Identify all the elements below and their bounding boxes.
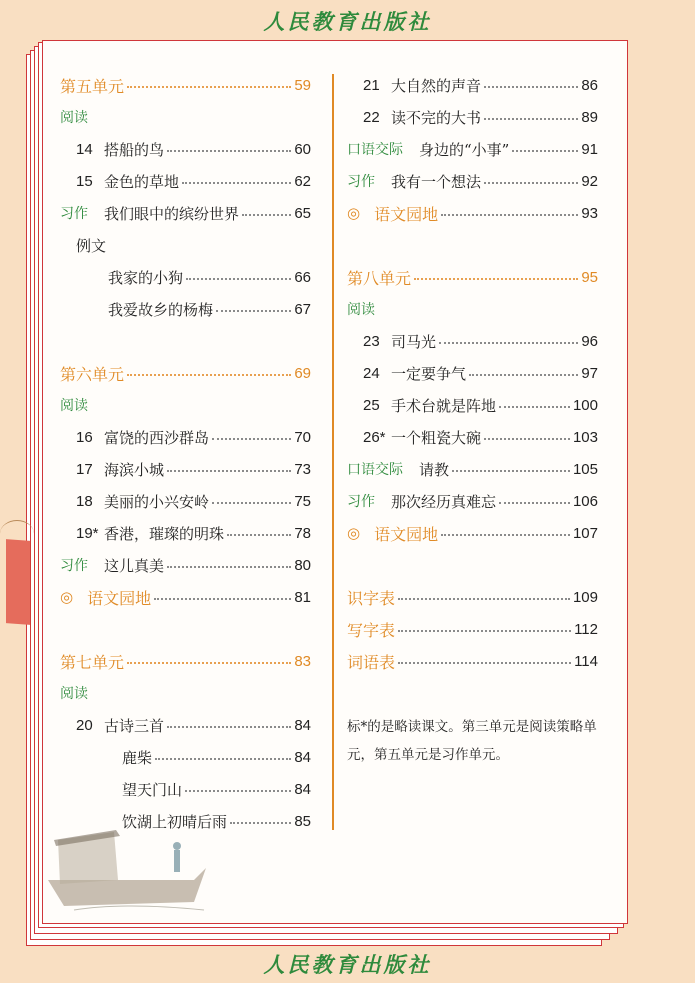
toc-entry-garden[interactable]	[347, 202, 598, 224]
toc-entry-labeled[interactable]	[347, 458, 598, 480]
section-title: 这儿真美	[104, 556, 165, 575]
dot-leader	[182, 182, 291, 184]
page-number: 84	[294, 716, 311, 734]
lesson-number: 15	[76, 172, 93, 190]
toc-entry-lesson[interactable]	[76, 714, 311, 736]
dot-leader	[212, 438, 291, 440]
page-number: 84	[294, 748, 311, 766]
toc-entry-lesson[interactable]	[363, 426, 598, 448]
toc-entry-poem[interactable]	[122, 746, 311, 768]
page-number: 89	[581, 108, 598, 126]
page-number: 91	[581, 140, 598, 158]
lesson-title: 搭船的鸟	[104, 140, 165, 159]
publisher-logo-top: 人民教育出版社	[263, 9, 432, 34]
subitem-title: 我家的小狗	[108, 268, 184, 287]
garden-circle-icon: ◎	[347, 524, 361, 542]
page-number: 78	[294, 524, 311, 542]
lesson-number: 18	[76, 492, 93, 510]
lesson-title: 富饶的西沙群岛	[104, 428, 210, 447]
dot-leader	[127, 662, 291, 664]
toc-entry-poem[interactable]	[122, 810, 311, 832]
dot-leader	[398, 662, 571, 664]
section-title: 我们眼中的缤纷世界	[104, 204, 240, 223]
toc-entry-poem[interactable]	[122, 778, 311, 800]
lesson-number: 21	[363, 76, 380, 94]
dot-leader	[230, 822, 291, 824]
lesson-number: 14	[76, 140, 93, 158]
dot-leader	[414, 278, 578, 280]
lesson-number: 16	[76, 428, 93, 446]
page-number: 59	[294, 76, 311, 94]
toc-entry-sub[interactable]	[76, 234, 311, 256]
lesson-title: 司马光	[391, 332, 437, 351]
toc-entry-lesson[interactable]	[76, 426, 311, 448]
lesson-title: 美丽的小兴安岭	[104, 492, 210, 511]
section-label: 习作	[60, 558, 88, 574]
publisher-logo-bottom: 人民教育出版社	[263, 952, 432, 977]
toc-entry-category[interactable]	[60, 394, 311, 416]
dot-leader	[484, 86, 578, 88]
toc-entry-lesson[interactable]	[76, 490, 311, 512]
page-number: 109	[572, 588, 598, 606]
bookmark-tag	[6, 539, 30, 625]
page-number: 107	[572, 524, 598, 542]
section-title: 请教	[419, 460, 450, 479]
section-label: 口语交际	[347, 462, 403, 478]
lesson-title: 金色的草地	[104, 172, 180, 191]
section-title: 语文园地	[374, 204, 439, 224]
dot-leader	[127, 86, 291, 88]
section-title: 我有一个想法	[391, 172, 482, 191]
page-number: 93	[581, 204, 598, 222]
appendix-title: 识字表	[347, 588, 396, 608]
toc-entry-lesson[interactable]	[76, 138, 311, 160]
page-number: 95	[581, 268, 598, 286]
dot-leader	[167, 726, 291, 728]
page-number: 84	[294, 780, 311, 798]
lesson-number: 20	[76, 716, 93, 734]
toc-entry-category[interactable]	[60, 106, 311, 128]
dot-leader	[167, 470, 291, 472]
lesson-title: 一个粗瓷大碗	[391, 428, 482, 447]
section-label: 口语交际	[347, 142, 403, 158]
page-number: 83	[294, 652, 311, 670]
page-number: 96	[581, 332, 598, 350]
poem-title: 饮湖上初晴后雨	[122, 812, 228, 831]
lesson-number: 26*	[363, 428, 386, 446]
page-number: 86	[581, 76, 598, 94]
page-number: 97	[581, 364, 598, 382]
page-number: 70	[294, 428, 311, 446]
poem-title: 望天门山	[122, 780, 183, 799]
section-label: 习作	[60, 206, 88, 222]
sub-heading: 例文	[76, 236, 107, 255]
page-number: 81	[294, 588, 311, 606]
lesson-number: 19*	[76, 524, 99, 542]
page-number: 69	[294, 364, 311, 382]
dot-leader	[242, 214, 291, 216]
dot-leader	[484, 438, 570, 440]
page-number: 66	[294, 268, 311, 286]
poem-title: 鹿柴	[122, 748, 153, 767]
toc-entry-garden[interactable]	[60, 586, 311, 608]
appendix-title: 词语表	[347, 652, 396, 672]
dot-leader	[155, 758, 291, 760]
page-number: 85	[294, 812, 311, 830]
lesson-title: 古诗三首	[104, 716, 165, 735]
toc-entry-labeled[interactable]	[347, 490, 598, 512]
dot-leader	[186, 278, 291, 280]
toc-entry-appendix[interactable]	[347, 586, 598, 608]
toc-entry-labeled[interactable]	[60, 202, 311, 224]
page-number: 100	[572, 396, 598, 414]
dot-leader	[499, 502, 570, 504]
toc-entry-lesson[interactable]	[363, 106, 598, 128]
page-number: 92	[581, 172, 598, 190]
toc-entry-category[interactable]	[347, 298, 598, 320]
dot-leader	[512, 150, 578, 152]
appendix-title: 写字表	[347, 620, 396, 640]
page-number: 105	[572, 460, 598, 478]
lesson-title: 大自然的声音	[391, 76, 482, 95]
column-divider	[332, 74, 334, 830]
lesson-number: 25	[363, 396, 380, 414]
category-label: 阅读	[347, 302, 375, 318]
toc-entry-appendix[interactable]	[347, 618, 598, 640]
toc-entry-appendix[interactable]	[347, 650, 598, 672]
dot-leader	[499, 406, 570, 408]
lesson-title: 一定要争气	[391, 364, 467, 383]
toc-entry-lesson[interactable]	[363, 330, 598, 352]
toc-entry-lesson[interactable]	[363, 362, 598, 384]
dot-leader	[484, 182, 578, 184]
toc-entry-labeled[interactable]	[347, 170, 598, 192]
unit-title: 第五单元	[60, 76, 125, 96]
toc-entry-labeled[interactable]	[60, 554, 311, 576]
dot-leader	[127, 374, 291, 376]
dot-leader	[469, 374, 578, 376]
toc-entry-unit[interactable]	[60, 74, 311, 96]
page-number: 114	[574, 652, 598, 670]
toc-entry-labeled[interactable]	[347, 138, 598, 160]
dot-leader	[439, 342, 578, 344]
toc-entry-lesson[interactable]	[76, 522, 311, 544]
category-label: 阅读	[60, 686, 88, 702]
lesson-title: 香港，璀璨的明珠	[104, 524, 225, 543]
dot-leader	[167, 150, 291, 152]
page-number: 106	[572, 492, 598, 510]
lesson-number: 17	[76, 460, 93, 478]
garden-circle-icon: ◎	[60, 588, 74, 606]
page-number: 112	[574, 620, 598, 638]
dot-leader	[398, 630, 571, 632]
dot-leader	[227, 534, 291, 536]
dot-leader	[185, 790, 291, 792]
page-number: 65	[294, 204, 311, 222]
toc-entry-subitem[interactable]	[108, 266, 311, 288]
unit-title: 第六单元	[60, 364, 125, 384]
dot-leader	[452, 470, 570, 472]
dot-leader	[212, 502, 291, 504]
page-number: 60	[294, 140, 311, 158]
unit-title: 第七单元	[60, 652, 125, 672]
lesson-title: 读不完的大书	[391, 108, 482, 127]
toc-entry-garden[interactable]	[347, 522, 598, 544]
section-title: 身边的“小事”	[419, 140, 510, 159]
dot-leader	[154, 598, 291, 600]
category-label: 阅读	[60, 110, 88, 126]
dot-leader	[484, 118, 578, 120]
page-number: 67	[294, 300, 311, 318]
lesson-title: 手术台就是阵地	[391, 396, 497, 415]
toc-entry-unit[interactable]	[60, 362, 311, 384]
lesson-number: 23	[363, 332, 380, 350]
dot-leader	[441, 534, 570, 536]
garden-circle-icon: ◎	[347, 204, 361, 222]
page-number: 80	[294, 556, 311, 574]
toc-entry-lesson[interactable]	[363, 74, 598, 96]
lesson-number: 24	[363, 364, 380, 382]
dot-leader	[398, 598, 570, 600]
section-label: 习作	[347, 174, 375, 190]
page-number: 103	[572, 428, 598, 446]
unit-title: 第八单元	[347, 268, 412, 288]
toc-entry-category[interactable]	[60, 682, 311, 704]
page-number: 62	[294, 172, 311, 190]
section-title: 语文园地	[374, 524, 439, 544]
page-number: 75	[294, 492, 311, 510]
dot-leader	[216, 310, 291, 312]
subitem-title: 我爱故乡的杨梅	[108, 300, 214, 319]
toc-entry-unit[interactable]	[347, 266, 598, 288]
toc-entry-lesson[interactable]	[363, 394, 598, 416]
category-label: 阅读	[60, 398, 88, 414]
lesson-title: 海滨小城	[104, 460, 165, 479]
toc-entry-lesson[interactable]	[76, 170, 311, 192]
section-title: 语文园地	[87, 588, 152, 608]
toc-entry-unit[interactable]	[60, 650, 311, 672]
dot-leader	[441, 214, 578, 216]
lesson-number: 22	[363, 108, 380, 126]
page-number: 73	[294, 460, 311, 478]
footnote: 标*的是略读课文。第三单元是阅读策略单元，第五单元是习作单元。	[347, 719, 597, 763]
section-label: 习作	[347, 494, 375, 510]
toc-entry-lesson[interactable]	[76, 458, 311, 480]
toc-entry-subitem[interactable]	[108, 298, 311, 320]
dot-leader	[167, 566, 291, 568]
section-title: 那次经历真难忘	[391, 492, 497, 511]
